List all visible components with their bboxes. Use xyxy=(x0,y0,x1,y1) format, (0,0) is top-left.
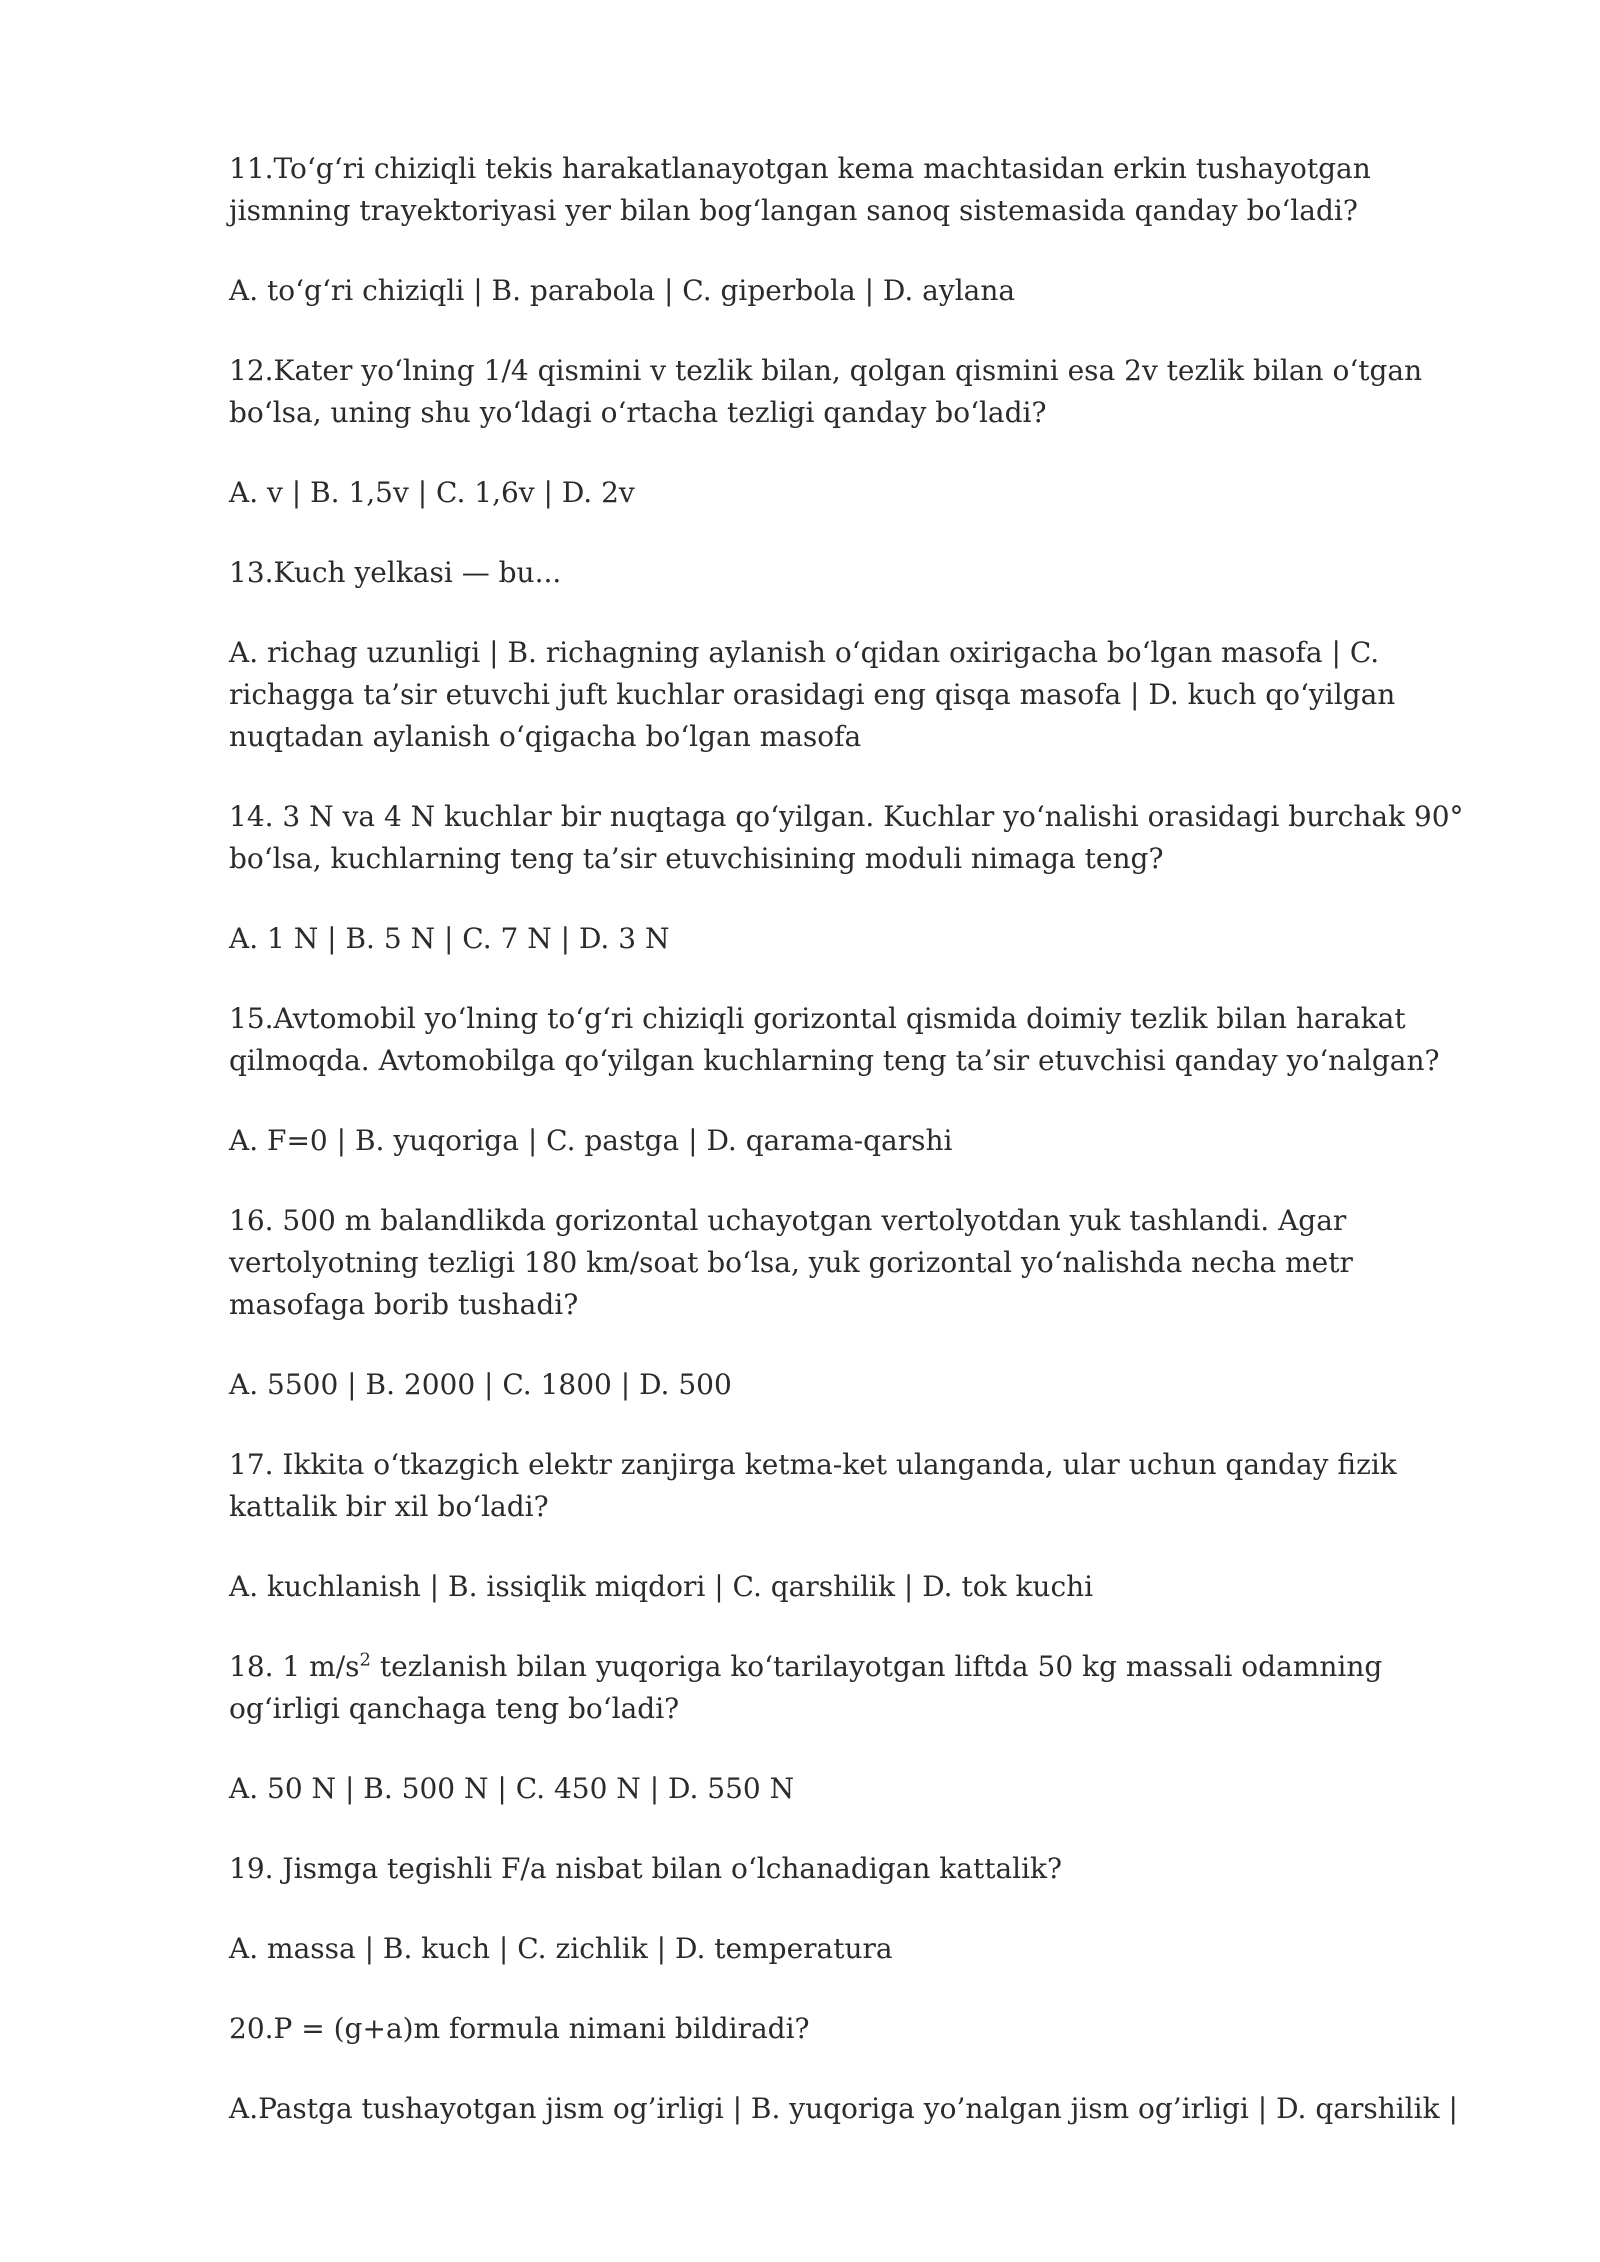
answers-18: A. 50 N | B. 500 N | C. 450 N | D. 550 N xyxy=(229,1772,795,1805)
question-16: 16. 500 m balandlikda gorizontal uchayotgan vertolyotdan yuk tashlandi. Agar vertolyotning tezligi 180 km/soat bo‘lsa, yuk gorizontal yo‘nalishda necha metr masofaga borib tushadi? xyxy=(229,1204,1353,1321)
question-15: 15.Avtomobil yo‘lning to‘g‘ri chiziqli gorizontal qismida doimiy tezlik bilan harakat qilmoqda. Avtomobilga qo‘yilgan kuchlarning teng ta’sir etuvchisi qanday yo‘nalgan? xyxy=(229,1002,1440,1077)
question-18-prefix: 18. 1 m/s xyxy=(229,1650,360,1683)
question-14: 14. 3 N va 4 N kuchlar bir nuqtaga qo‘yilgan. Kuchlar yo‘nalishi orasidagi burchak 90° bo‘lsa, kuchlarning teng ta’sir etuvchisining moduli nimaga teng? xyxy=(229,800,1464,875)
answers-20: A.Pastga tushayotgan jism og’irligi | B. yuqoriga yo’nalgan jism og’irligi | D. qarshilik | xyxy=(229,2092,1458,2125)
answers-15: A. F=0 | B. yuqoriga | C. pastga | D. qarama-qarshi xyxy=(229,1124,953,1157)
answers-16: A. 5500 | B. 2000 | C. 1800 | D. 500 xyxy=(229,1368,732,1401)
answers-12: A. v | B. 1,5v | C. 1,6v | D. 2v xyxy=(229,476,635,509)
document-page xyxy=(229,148,1489,2168)
answers-17: A. kuchlanish | B. issiqlik miqdori | C. qarshilik | D. tok kuchi xyxy=(229,1570,1094,1603)
question-12: 12.Kater yo‘lning 1/4 qismini v tezlik bilan, qolgan qismini esa 2v tezlik bilan o‘tgan bo‘lsa, uning shu yo‘ldagi o‘rtacha tezligi qanday bo‘ladi? xyxy=(229,354,1423,429)
answers-13: A. richag uzunligi | B. richagning aylanish o‘qidan oxirigacha bo‘lgan masofa | C. richagga ta’sir etuvchi juft kuchlar orasidagi eng qisqa masofa | D. kuch qo‘yilgan nuqtadan aylanish o‘qigacha bo‘lgan masofa xyxy=(229,636,1396,753)
question-13: 13.Kuch yelkasi — bu... xyxy=(229,556,562,589)
question-19: 19. Jismga tegishli F/a nisbat bilan o‘lchanadigan kattalik? xyxy=(229,1852,1063,1885)
question-20: 20.P = (g+a)m formula nimani bildiradi? xyxy=(229,2012,810,2045)
answers-14: A. 1 N | B. 5 N | C. 7 N | D. 3 N xyxy=(229,922,670,955)
question-18 xyxy=(229,1646,1489,1730)
question-11: 11.To‘g‘ri chiziqli tekis harakatlanayotgan kema machtasidan erkin tushayotgan jismning trayektoriyasi yer bilan bog‘langan sanoq sistemasida qanday bo‘ladi? xyxy=(229,152,1371,227)
answers-19: A. massa | B. kuch | C. zichlik | D. temperatura xyxy=(229,1932,893,1965)
question-18-rest: tezlanish bilan yuqoriga ko‘tarilayotgan liftda 50 kg massali odamning og‘irligi qanchaga teng bo‘ladi? xyxy=(229,1650,1383,1725)
answers-11: A. to‘g‘ri chiziqli | B. parabola | C. giperbola | D. aylana xyxy=(229,274,1016,307)
question-18-exponent: 2 xyxy=(359,1649,371,1671)
question-17: 17. Ikkita o‘tkazgich elektr zanjirga ketma-ket ulanganda, ular uchun qanday fizik kattalik bir xil bo‘ladi? xyxy=(229,1448,1397,1523)
